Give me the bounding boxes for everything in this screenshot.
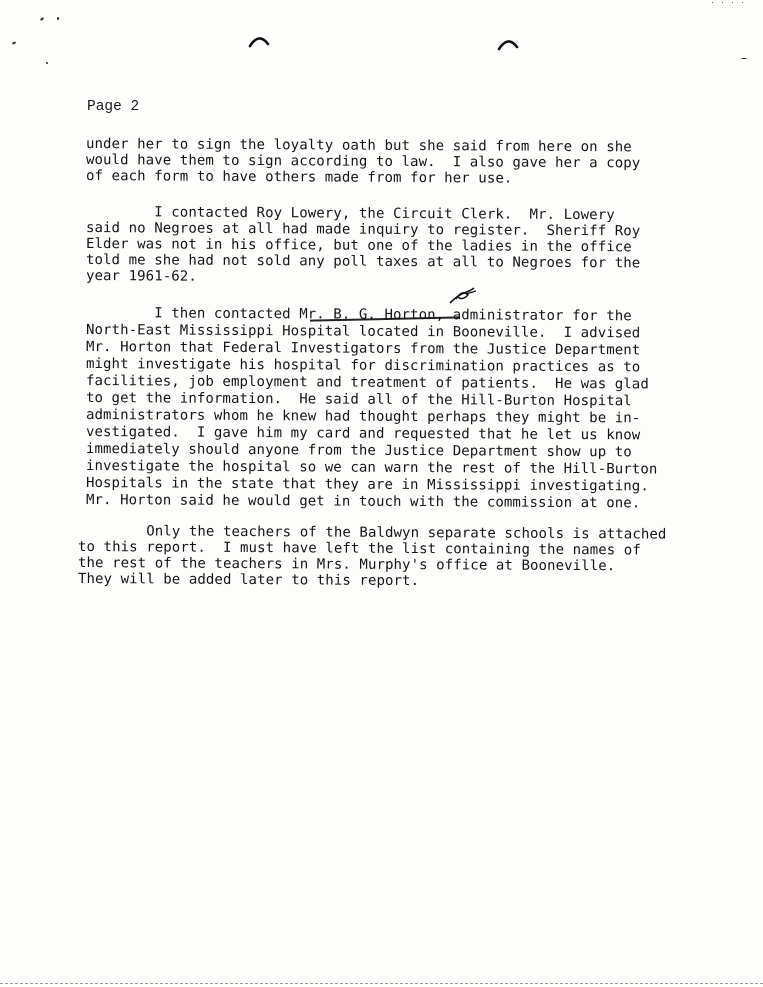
text-line: Hospitals in the state that they are in Mississippi investigating. — [85, 475, 649, 495]
scan-speck — [12, 41, 16, 45]
text-line: said no Negroes at all had made inquiry to register. Sheriff Roy — [85, 220, 641, 240]
scan-speck — [46, 62, 48, 64]
text-line: Mr. Horton said he would get in touch with the commission at one. — [85, 492, 641, 512]
page-number-label: Page 2 — [87, 99, 140, 115]
text-line: the rest of the teachers in Mrs. Murphy's office at Booneville. — [77, 555, 616, 575]
text-line: to get the information. He said all of the Hill-Burton Hospital — [85, 390, 632, 410]
punch-hole-left-icon — [248, 32, 270, 54]
text-line: Mr. Horton that Federal Investigators from the Justice Department — [85, 339, 641, 359]
text-line: They will be added later to this report. — [77, 571, 420, 590]
scan-speck — [741, 58, 747, 59]
text-line: might investigate his hospital for discrimination practices as to — [85, 356, 641, 376]
scan-speck — [57, 17, 59, 20]
text-line: facilities, job employment and treatment of patients. He was glad — [85, 373, 649, 393]
scan-speck — [722, 2, 723, 3]
text-line: of each form to have others made from for her use. — [85, 168, 513, 187]
text-line: I contacted Roy Lowery, the Circuit Clerk. Mr. Lowery — [85, 204, 615, 224]
scan-speck — [732, 2, 733, 3]
text-line: would have them to sign according to law. I also gave her a copy — [85, 152, 641, 172]
text-line: North-East Mississippi Hospital located in Booneville. I advised — [85, 322, 641, 342]
scan-speck — [742, 2, 743, 3]
text-line: told me she had not sold any poll taxes at all to Negroes for the — [85, 252, 641, 272]
text-line: I then contacted Mr. B. G. Horton, administrator for the — [85, 305, 632, 325]
scan-speck — [40, 17, 44, 21]
scan-bottom-edge — [0, 983, 763, 985]
text-line: year 1961-62. — [85, 268, 197, 285]
text-line: immediately should anyone from the Justice Department show up to — [85, 441, 632, 461]
text-line: to this report. I must have left the list containing the names of — [77, 539, 641, 559]
punch-hole-right-icon — [497, 35, 519, 57]
text-line: Only the teachers of the Baldwyn separate schools is attached — [77, 523, 667, 543]
text-line: investigate the hospital so we can warn the rest of the Hill-Burton — [85, 458, 658, 478]
text-line: under her to sign the loyalty oath but she said from here on she — [85, 136, 632, 156]
text-line: Elder was not in his office, but one of the ladies in the office — [85, 236, 632, 256]
pen-mark-icon — [448, 285, 478, 307]
text-line: administrators whom he knew had thought perhaps they might be in- — [85, 407, 641, 427]
scan-speck — [712, 2, 713, 3]
text-line: vestigated. I gave him my card and requested that he let us know — [85, 424, 641, 444]
